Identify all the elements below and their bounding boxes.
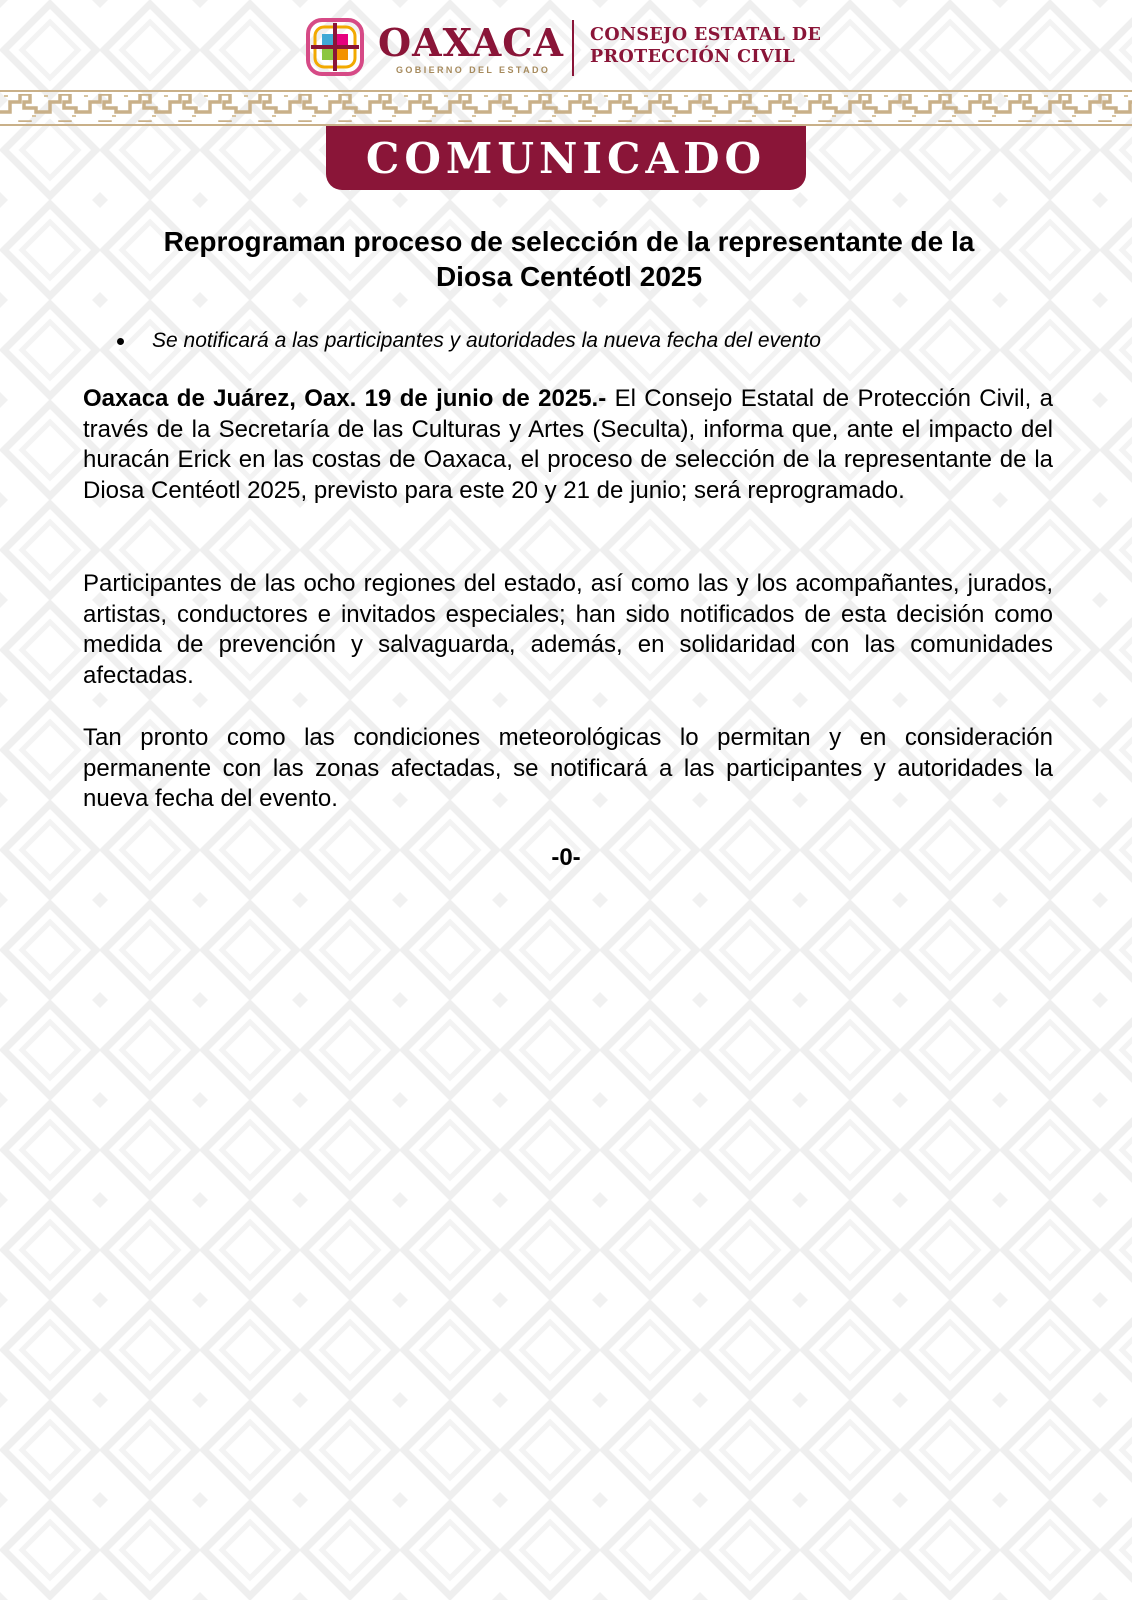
page-header	[0, 16, 1132, 78]
brand-subtitle: GOBIERNO DEL ESTADO	[396, 65, 551, 75]
summary-bullet	[0, 326, 1132, 356]
brand-block	[378, 20, 564, 75]
title-line-2: Diosa Centéotl 2025	[435, 261, 703, 292]
bullet-text: Se notificará a las participantes y autoridades la nueva fecha del evento	[152, 329, 821, 352]
body-paragraph-3: Tan pronto como las condiciones meteorológicas lo permitan y en consideración permanente con las zonas afectadas, se notificará a las participantes y autoridades la nueva fecha del evento.	[83, 724, 1053, 812]
header-divider	[572, 20, 574, 76]
body-paragraph-2: Participantes de las ocho regiones del estado, así como las y los acompañantes, jurados, artistas, conductores e invitados especiales; han sido notificados de esta decisión como medida de prevención y salvaguarda, además, en solidaridad con las comunidades afectadas.	[83, 570, 1053, 689]
bullet-dot-icon	[117, 338, 124, 345]
brand-name: OAXACA	[378, 20, 564, 65]
greca-band	[0, 90, 1132, 126]
council-line-1: CONSEJO ESTATAL DE	[590, 25, 822, 45]
summary-bullets	[0, 326, 1132, 356]
banner-label: COMUNICADO	[365, 133, 767, 183]
council-name	[590, 24, 821, 68]
body-paragraph-1	[83, 384, 1053, 506]
title-line-1: Reprograman proceso de selección de la representante de la	[163, 226, 975, 257]
council-line-2: PROTECCIÓN CIVIL	[590, 47, 796, 67]
dateline: Oaxaca de Juárez, Oax. 19 de junio de 2025.-	[83, 385, 607, 412]
paragraph-1-text: El Consejo Estatal de Protección Civil, a través de la Secretaría de las Culturas y Artes (Seculta), informa que, ante el impacto del huracán Erick en las costas de Oaxaca, el proceso de selección de la representante de la Diosa Centéotl 2025, previsto para este 20 y 21 de junio; será reprogramado.	[83, 385, 1053, 504]
comunicado-banner	[326, 126, 806, 190]
oaxaca-emblem-icon	[306, 18, 364, 76]
closing-mark: -0-	[551, 844, 581, 871]
press-release-title	[84, 224, 1054, 294]
